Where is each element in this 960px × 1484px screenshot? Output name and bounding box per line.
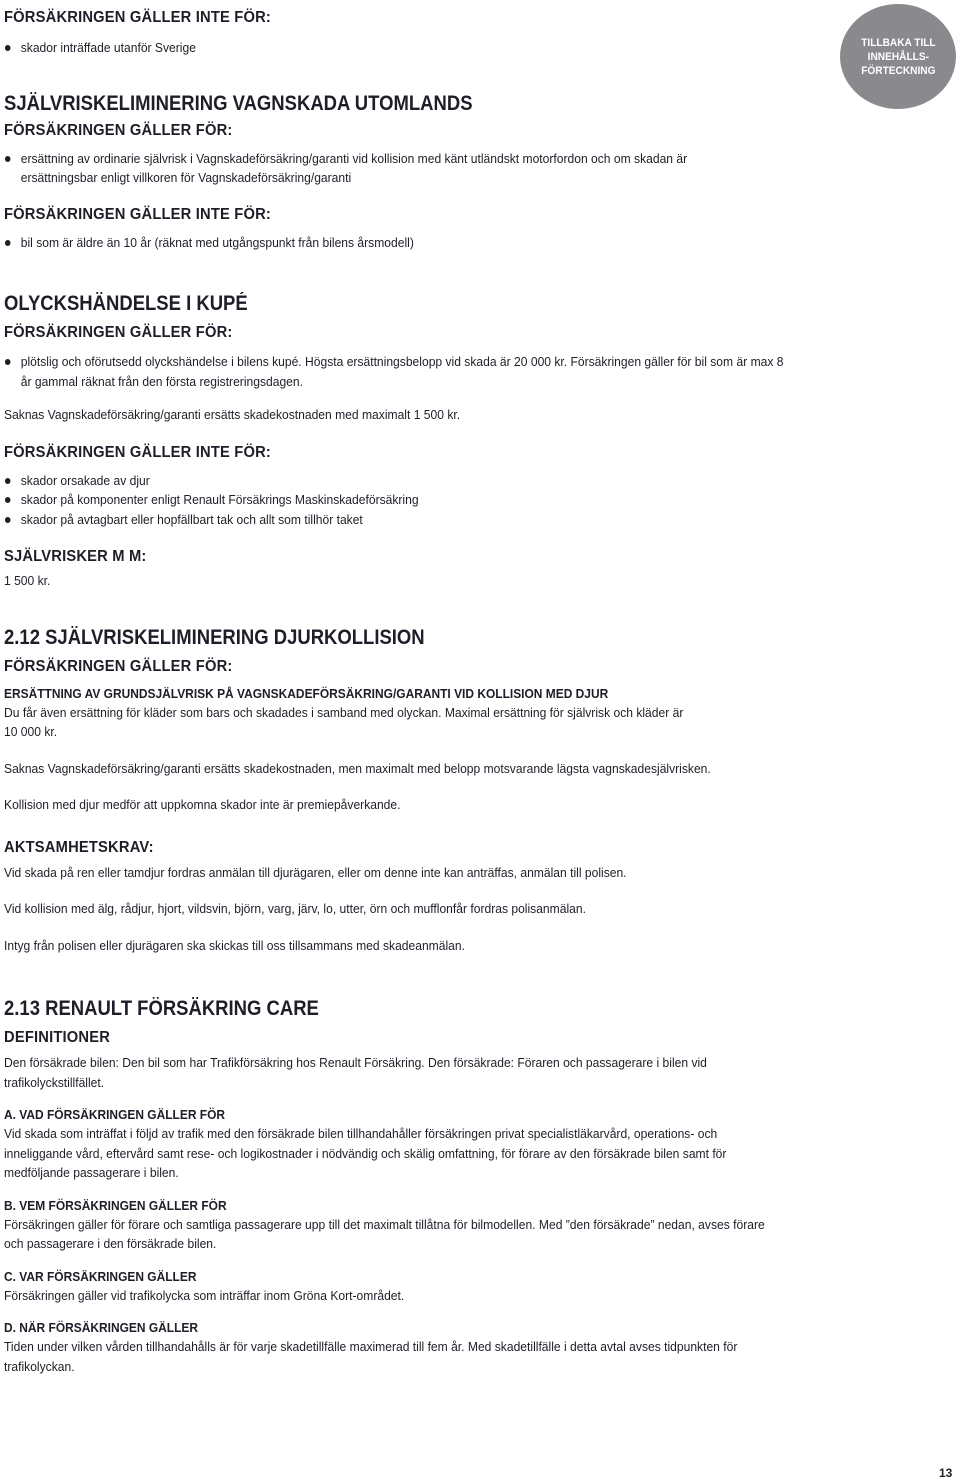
aktsamhet-paragraph: Vid skada på ren eller tamdjur fordras anmälan till djurägaren, eller om denne inte kan anträffas, anmälan till polisen.: [4, 864, 627, 880]
olyckshandelse-coverage-heading: FÖRSÄKRINGEN GÄLLER FÖR:: [4, 324, 233, 341]
care-b-text: Försäkringen gäller för förare och samtliga passagerare upp till det maximalt tillåtna för bilmodellen. Med ”den försäkrade” nedan, avses förare och passagerare i den försäkrade bilen.: [4, 1216, 765, 1251]
list-item: skador orsakade av djur: [4, 471, 804, 491]
aktsamhet-paragraph: Intyg från polisen eller djurägaren ska skickas till oss tillsammans med skadeanmälan.: [4, 937, 465, 953]
toc-label-line1: TILLBAKA TILL: [860, 36, 936, 49]
djurkollision-paragraph: Saknas Vagnskadeförsäkring/garanti ersätts skadekostnaden, men maximalt med belopp motsvarande lägsta vagnskadesjälvrisken.: [4, 760, 711, 776]
care-c-text: Försäkringen gäller vid trafikolycka som inträffar inom Gröna Kort-området.: [4, 1287, 405, 1303]
section-title-djurkollision: 2.12 SJÄLVRISKELIMINERING DJURKOLLISION: [4, 625, 425, 649]
djurkollision-paragraph: Kollision med djur medför att uppkomna skador inte är premiepåverkande.: [4, 797, 401, 812]
list-item: plötslig och oförutsedd olyckshändelse i bilens kupé. Högsta ersättningsbelopp vid skada är 20 000 kr. Försäkringen gäller för bil som är max 8 år gammal räknat från den första registreringsdagen.: [4, 352, 785, 391]
care-a-text: Vid skada som inträffat i följd av trafik med den försäkrade bilen tillhandahåller försäkringen privat specialistläkarvård, operations- och inneliggande vård, eftervård samt rese- och logikostnader i nödvändig och skälig omfattning, för förare av den försäkrade bilen samt för medföljande passagerare i bilen.: [4, 1126, 727, 1180]
sjalvrisker-value: 1 500 kr.: [4, 573, 51, 588]
page-content: [4, 8, 804, 1376]
care-d-text: Tiden under vilken vården tillhandahålls är för varje skadetillfälle maximerad till fem år. Med skadetillfälle i detta avtal avses tidpunkten för trafikolyckan.: [4, 1339, 738, 1374]
care-a-heading: A. VAD FÖRSÄKRINGEN GÄLLER FÖR: [4, 1107, 226, 1122]
back-to-toc-button[interactable]: [840, 4, 956, 109]
aktsamhetskrav-heading: AKTSAMHETSKRAV:: [4, 838, 154, 856]
care-d-heading: D. NÄR FÖRSÄKRINGEN GÄLLER: [4, 1320, 199, 1335]
definitioner-text: Den försäkrade bilen: Den bil som har Trafikförsäkring hos Renault Försäkring. Den försäkrade: Föraren och passagerare i bilen vid trafikolyckstillfället.: [4, 1055, 707, 1090]
list-item: skador på avtagbart eller hopfällbart tak och allt som tillhör taket: [4, 510, 804, 530]
olyckshandelse-exclusions-list: [4, 471, 804, 530]
top-exclusions-list: [4, 38, 804, 58]
olyckshandelse-note: Saknas Vagnskadeförsäkring/garanti ersätts skadekostnaden med maximalt 1 500 kr.: [4, 407, 461, 422]
djurkollision-subheading: ERSÄTTNING AV GRUNDSJÄLVRISK PÅ VAGNSKADEFÖRSÄKRING/GARANTI VID KOLLISION MED DJUR: [4, 685, 609, 701]
djurkollision-paragraph: Du får även ersättning för kläder som bars och skadades i samband med olyckan. Maximal ersättning för självrisk och kläder är 10 000 kr.: [4, 704, 684, 739]
toc-label-line3: FÖRTECKNING: [860, 64, 936, 77]
section-title-care: 2.13 RENAULT FÖRSÄKRING CARE: [4, 997, 319, 1020]
list-item: skador på komponenter enligt Renault Försäkrings Maskinskadeförsäkring: [4, 490, 804, 510]
page-number: 13: [939, 1466, 953, 1480]
vagnskada-exclusions-list: [4, 233, 804, 253]
care-c-heading: C. VAR FÖRSÄKRINGEN GÄLLER: [4, 1268, 197, 1284]
vagnskada-coverage-list: [4, 149, 804, 188]
care-b-heading: B. VEM FÖRSÄKRINGEN GÄLLER FÖR: [4, 1197, 227, 1213]
olyckshandelse-exclusions-heading: FÖRSÄKRINGEN GÄLLER INTE FÖR:: [4, 443, 272, 461]
djurkollision-coverage-heading: FÖRSÄKRINGEN GÄLLER FÖR:: [4, 657, 233, 675]
vagnskada-exclusions-heading: FÖRSÄKRINGEN GÄLLER INTE FÖR:: [4, 205, 272, 223]
list-item: skador inträffade utanför Sverige: [4, 38, 804, 58]
toc-label-line2: INNEHÅLLS-: [867, 50, 929, 63]
sjalvrisker-heading: SJÄLVRISKER M M:: [4, 548, 147, 565]
olyckshandelse-coverage-list: [4, 352, 804, 391]
top-exclusions-heading: FÖRSÄKRINGEN GÄLLER INTE FÖR:: [4, 9, 272, 26]
section-title-olyckshandelse: OLYCKSHÄNDELSE I KUPÉ: [4, 292, 248, 315]
aktsamhet-paragraph: Vid kollision med älg, rådjur, hjort, vildsvin, björn, varg, järv, lo, utter, örn och mufflonfår fordras polisanmälan.: [4, 901, 586, 916]
vagnskada-coverage-heading: FÖRSÄKRINGEN GÄLLER FÖR:: [4, 121, 233, 139]
section-title-vagnskada: SJÄLVRISKELIMINERING VAGNSKADA UTOMLANDS: [4, 91, 473, 115]
definitioner-heading: DEFINITIONER: [4, 1029, 111, 1046]
list-item: ersättning av ordinarie självrisk i Vagnskadeförsäkring/garanti vid kollision med känt utländskt motorfordon och om skadan är ersättningsbar enligt villkoren för Vagnskadeförsäkring/garanti: [4, 149, 711, 188]
list-item: bil som är äldre än 10 år (räknat med utgångspunkt från bilens årsmodell): [4, 233, 804, 253]
